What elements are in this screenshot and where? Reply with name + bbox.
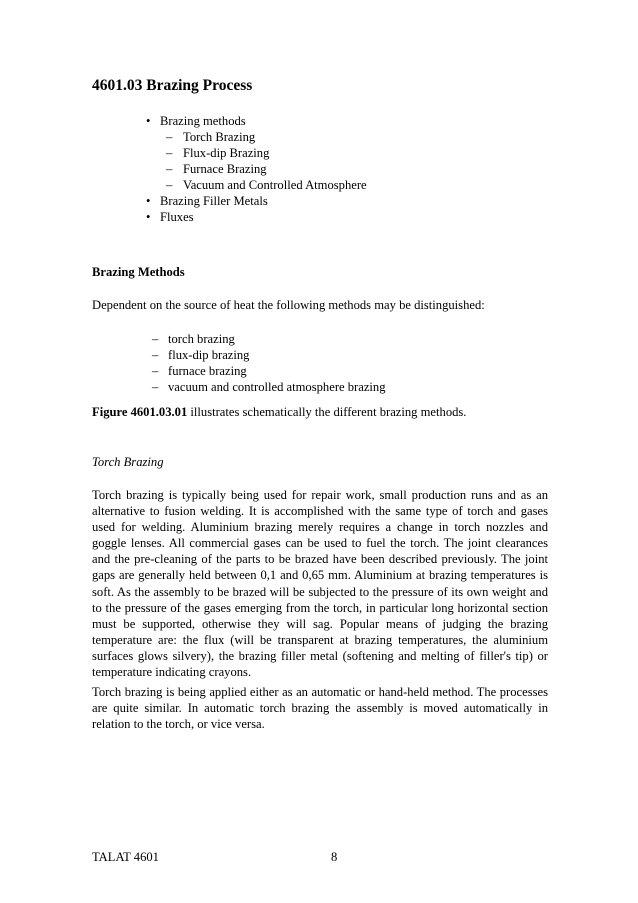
section-heading: Brazing Methods — [92, 265, 185, 279]
outline-subitem: Torch Brazing — [183, 130, 256, 144]
figure-reference: Figure 4601.03.01 — [92, 405, 188, 419]
dash-icon: – — [166, 178, 173, 192]
bullet-icon: • — [146, 114, 151, 128]
page-number: 8 — [331, 850, 338, 864]
footer-label: TALAT 4601 — [92, 850, 159, 864]
intro-paragraph: Dependent on the source of heat the following methods may be distinguished: — [92, 298, 485, 312]
dash-icon: – — [152, 332, 159, 346]
outline-item-brazing-methods: Brazing methods — [160, 114, 246, 128]
figure-reference-line — [92, 405, 466, 420]
outline-subitem: Furnace Brazing — [183, 162, 267, 176]
figure-reference-text: illustrates schematically the different brazing methods. — [187, 405, 467, 419]
subsection-heading: Torch Brazing — [92, 455, 164, 469]
dash-icon: – — [166, 162, 173, 176]
torch-brazing-paragraph: Torch brazing is typically being used for repair work, small production runs and as an alternative to fusion welding. It is accomplished with the same type of torch and gases used for welding. Aluminium brazing merely requires a change in torch nozzles and goggle lenses. All commercial gases can be used to fuel the torch. The joint clearances and the pre-cleaning of the parts to be brazed have been described previously. The joint gaps are generally held between 0,1 and 0,65 mm. Aluminium at brazing temperatures is soft. As the assembly to be brazed will be subjected to the pressure of its own weight and to the pressure of the gases emerging from the torch, in particular long horizontal section must be supported, otherwise they will sag. Popular means of judging the brazing temperature are: the flux (will be transparent at brazing temperatures, the aluminium surfaces glows silvery), the brazing filler metal (softening and melting of filler's tip) or temperature indicating crayons. — [92, 488, 548, 680]
bullet-icon: • — [146, 194, 151, 208]
method-item: furnace brazing — [168, 364, 247, 378]
torch-brazing-paragraph-2: Torch brazing is being applied either as an automatic or hand-held method. The processes are quite similar. In automatic torch brazing the assembly is moved automatically in relation to the torch, or vice versa. — [92, 685, 548, 732]
method-item: flux-dip brazing — [168, 348, 250, 362]
outline-item-fluxes: Fluxes — [160, 210, 194, 224]
page-title: 4601.03 Brazing Process — [92, 77, 253, 94]
outline-item-filler-metals: Brazing Filler Metals — [160, 194, 268, 208]
bullet-icon: • — [146, 210, 151, 224]
method-item: vacuum and controlled atmosphere brazing — [168, 380, 386, 394]
outline-subitem: Flux-dip Brazing — [183, 146, 270, 160]
dash-icon: – — [152, 380, 159, 394]
dash-icon: – — [166, 130, 173, 144]
dash-icon: – — [166, 146, 173, 160]
method-item: torch brazing — [168, 332, 235, 346]
outline-subitem: Vacuum and Controlled Atmosphere — [183, 178, 367, 192]
dash-icon: – — [152, 364, 159, 378]
dash-icon: – — [152, 348, 159, 362]
